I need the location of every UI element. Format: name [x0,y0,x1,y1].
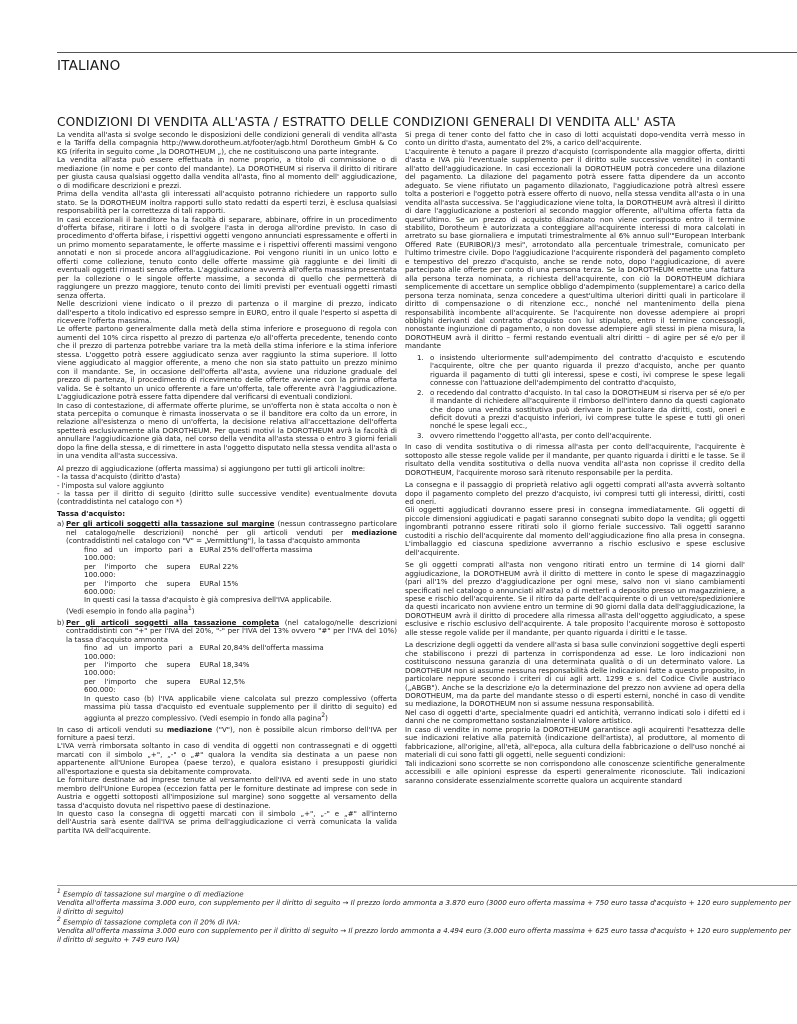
paragraph: Se gli oggetti comprati all'asta non vengono ritirati entro un termine di 14 giorni dall' aggiudicazione, la DOROTHEUM avrà il diritto di mettere in conto le spese di magazzinaggio (pari all'1% del prezzo d'aggiudicazione per ogni mese, salvo non vi siano cambiamenti specificati nel catalogo o annunciati all'asta) o di metterli a deposito presso un magazziniere, a spese e rischio dell'acquirente. Se il ritiro da parte dell'acquirente o di un vettore/spedizioniere da questi incaricato non avviene entro un termine di 90 giorni dalla data dell'aggiudicazione, la DOROTHEUM avrà il diritto di procedere alla rimessa all'asta dell'oggetto aggiudicato, a spese esclusive e rischio esclusivo dell'acquirente. A tale proposito l'acquirente moroso è sottoposto alle stesse regole valide per il mandante, per quanto riguarda i diritti e le tasse. [405,560,745,637]
paragraph: Prima della vendita all'asta gli interessati all'acquisto potranno richiedere un rapporto sullo stato. Se la DOROTHEUM inoltra rapporti sullo stato redatti da esperti terzi, è esclusa qualsiasi responsabilità per la correttezza di tali rapporti. [57,189,397,216]
text: ovvero rimettendo l'oggetto all'asta, per conto dell'acquirente. [430,430,652,440]
list-marker: 3. [417,430,424,440]
paragraph: Si prega di tener conto del fatto che in caso di lotti acquistati dopo-vendita verrà messo in conto un diritto d'asta, aumentato del 2%, a carico dell'acquirente. [405,131,745,148]
header-rule [57,52,797,53]
rate-value: al 22% [214,561,239,571]
surcharge-list [57,473,397,507]
paragraph: La vendita all'asta può essere effettuata in nome proprio, a titolo di commissione o di mediazione (in nome e per conto del mandante). La DOROTHEUM si riserva il diritto di ritirare per giusta causa qualsiasi oggetto dalla vendita all'asta, fino al momento dell' aggiudicazione, o di modificare descrizioni e prezzi. [57,155,397,190]
rate-row [66,580,397,597]
paragraph: Le offerte partono generalmente dalla metà della stima inferiore e proseguono di regola con aumenti del 10% circa rispetto al prezzo di partenza e/o all'offerta precedente, tenendo conto che il prezzo di partenza potrebbe variare tra la metà della stima inferiore e la stima inferiore stessa. L'oggetto potrà essere aggiudicato senza aver raggiunto la stima superiore. Il lotto viene aggiudicato al maggior offerente, a meno che non sia stato pattuito un prezzo minimo con il mandante. Se, in occasione dell'offerta all'asta, avviene una riduzione graduale del prezzo di partenza, il procedimento di ricevimento delle offerte avviene con la prima offerta valida. Se è soltanto un unico offerente a fare un'offerta, tale offerente avrà l'aggiudicazione. L'aggiudicazione potrà essere fatta dipendere dal verificarsi di eventuali condizioni. [57,324,397,402]
rate-threshold: per l'importo che supera EUR 100.000: [84,659,214,678]
text: In caso di articoli venduti su [57,724,167,734]
rate-row [66,661,397,678]
rate-table [66,546,397,597]
footnote-text: Vendita all'offerta massima 3.000 euro, con supplemento per il diritto di seguito → Il prezzo lordo ammonta a 3.870 euro (3000 euro offerta massima + 750 euro tassa d'acquisto + 120 euro supplemento per il diritto di seguito) [57,897,791,916]
list-marker: 2. [417,387,424,397]
list-item: - la tassa per il diritto di seguito (diritto sulle successive vendite) eventualmente dovuta (contraddistinta nel catalogo con *) [57,489,397,507]
rate-row [66,546,397,563]
rate-threshold: per l'importo che supera EUR 100.000: [84,561,214,580]
text: o insistendo ulteriormente sull'adempimento del contratto d'acquisto e escutendo l'acquirente, oltre che per quanto riguarda il prezzo d'acquisto, anche per quanto riguarda il pagamento di tutti gli interessi, spese e costi, ivi comprese le spese legali connesse con l'attuazione dell'adempimento del contratto d'acquisto, [430,352,745,388]
paragraph: Al prezzo di aggiudicazione (offerta massima) si aggiungono per tutti gli articoli inoltre: [57,463,366,473]
tax-case-a [57,520,397,615]
list-marker: a) [57,519,65,529]
rate-threshold: per l'importo che supera EUR 600.000: [84,578,214,597]
rate-row [66,678,397,695]
paragraph: L'IVA verrà rimborsata soltanto in caso di vendita di oggetti non contrassegnati e di oggetti marcati con il simbolo „+", „-" o „#" qualora la vendita sia destinata a un paese non appartenente all'Unione Europea (paese terzo), e qualora esistano i presupposti giuridici all'esportazione e questa sia debitamente comprovata. [57,741,397,776]
emphasis: mediazione [351,527,397,537]
text: (nel catalogo/nelle descrizioni contraddistinti con "+" per l'IVA del 20%, "-" per l'IVA del 13% ovvero "#" per l'IVA del 10%) la tassa d'acquisto ammonta [66,617,397,644]
paragraph: Gli oggetti aggiudicati dovranno essere presi in consegna immediatamente. Gli oggetti di piccole dimensioni aggiudicati e pagati saranno consegnati subito dopo la vendita; gli oggetti ingombranti potranno essere ritirati solo il giorno feriale successivo. Tali oggetti saranno custoditi a rischio dell'acquirente dal momento dell'aggiudicazione fino alla presa in consegna. L'imballaggio ed ciascuna spedizione avverranno a rischio esclusivo e spese esclusive dell'acquirente. [405,505,745,557]
footnote-rule [57,885,797,886]
rate-value: al 12,5% [214,676,245,686]
emphasis: Per gli articoli soggetti alla tassazione sul margine [66,519,275,529]
footnote-mark: 1 [57,889,61,895]
rate-threshold: fino ad un importo pari a EUR 100.000: [84,643,214,661]
paragraph: In caso di contestazione, di affermate offerte plurime, se un'offerta non è stata accolta o non è stata percepita o comunque è rimasta inosservata o se il banditore era colto da un errore, in relazione all'esistenza o meno di un'offerta, la decisione relativa all'accettazione dell'offerta spetterà esclusivamente alla DOROTHEUM. Per questi motivi la DOROTHEUM avrà la facoltà di annullare l'aggiudicazione già data, nel corso della vendita all'asta stessa o entro 3 giorni feriali dopo la fine della stessa, e di rimettere in asta l'oggetto disputato nella stessa vendita all'asta o in una vendita all'asta successiva. [57,400,397,461]
paragraph: In caso di vendite in nome proprio la DOROTHEUM garantisce agli acquirenti l'esattezza delle sue indicazioni relative alla paternità (indicazione dell'artista), al produttore, al momento di fabbricazione, all'origine, all'età, all'epoca, alla cultura della fabbricazione o dell'uso nonché ai materiali di cui sono fatti gli oggetti, nelle seguenti condizioni: [405,724,745,760]
rate-threshold: fino ad un importo pari a EUR 100.000: [84,544,214,563]
emphasis: Per gli articoli soggetti alla tassazione completa [66,617,280,627]
text: (nessun contrassegno particolare nel catalogo/nelle descrizioni) nonché per gli articoli venduti per [66,519,397,537]
footnote-ref: 2 [321,712,326,719]
remedies-list [405,354,745,441]
paragraph: Tali indicazioni sono scorrette se non corrispondono alle conoscenze scientifiche generalmente accessibili e alle opinioni espresse da esperti generalmente riconosciute. Tali indicazioni saranno considerate essenzialmente scorrette qualora un acquirente standard [405,758,745,785]
rate-row [66,644,397,661]
footnote-text: Vendita all'offerta massima 3.000 euro con supplemento per il diritto di seguito → Il prezzo lordo ammonta a 4.494 euro (3.000 euro offerta massima + 625 euro tassa d'acquisto + 120 euro supplemento per il diritto di seguito + 749 euro IVA) [57,926,791,944]
paragraph: In questo caso la consegna di oggetti marcati con il simbolo „+", „-" e „#" all'interno dell'Austria sarà esente dall'IVA se prima dell'aggiudicazione ci verrà comunicata la valida partita IVA dell'acquirente. [57,809,397,835]
paragraph: In casi eccezionali il banditore ha la facoltà di separare, abbinare, offrire in un procedimento d'offerta bifase, ritirare i lotti o di svolgere l'asta in deroga all'ordine previsto. In caso di procedimento d'offerta bifase, i rispettivi oggetti vengono annunciati espressamente e offerti in un primo momento separatamente, le offerte massime e i rispettivi offerenti massimi vengono annotati e non si procede ancora all'aggiudicazione. Poi vengono riuniti in un unico lotto e offerti come collezione, tenuto conto delle offerte massime già raggiunte e dei limiti di eventuali oggetti rimasti senza offerta. L'aggiudicazione avverrà all'offerta massima presentata per la collezione o le singole offerte massime, a seconda di quello che permetterà di raggiungere un prezzo maggiore, tenuto conto dei limiti previsti per eventuali oggetti rimasti senza offerta. [57,214,397,300]
list-marker: 1. [417,352,424,362]
note: In questi casi la tassa d'acquisto è già compresiva dell'IVA applicabile. [84,595,332,605]
text: ) [191,606,195,616]
emphasis: mediazione [166,724,213,734]
footnote-ref: 1 [187,605,192,612]
text: o recedendo dal contratto d'acquisto. In tal caso la DOROTHEUM si riserva per sé e/o per il mandante di richiedere all'acquirente il rimborso dell'intero danno da questi cagionato che dopo una vendita sostitutiva può derivare in particolare da diritti, costi, oneri e deficit dovuti a prezzi d'acquisto inferiori, ivi comprese tutte le spese e tutti gli oneri nonché le spese legali ecc., [430,387,745,431]
language-label: ITALIANO [57,58,121,74]
paragraph [57,726,397,743]
paragraph: Le forniture destinate ad imprese tenute al versamento dell'IVA ed aventi sede in uno stato membro dell'Unione Europea (eccezion fatta per le forniture destinate ad imprese con sede in Austria e oggetti sottoposti all'imposizione sul margine) sono soggette al versamento della tassa d'acquisto dovuta nel rispettivo paese di destinazione. [57,775,397,810]
right-column [405,131,745,891]
rate-value: al 25% dell'offerta massima [214,544,313,554]
list-item [417,354,745,388]
paragraph: La consegna e il passaggio di proprietà relativo agli oggetti comprati all'asta avverrà soltanto dopo il pagamento completo del prezzo d'acquisto, ivi compresi tutti gli interessi, diritti, costi ed oneri. [405,480,745,507]
list-item [417,389,745,431]
rate-table [66,644,397,695]
paragraph: Nel caso di oggetti d'arte, specialmente quadri ed antichità, verranno indicati solo i difetti ed i danni che ne compromettano sostanzialmente il valore artistico. [405,707,745,726]
paragraph: L'acquirente è tenuto a pagare il prezzo d'acquisto (corrispondente alla maggior offerta, diritti d'asta e IVA più l'eventuale supplemento per il diritto sulle successive vendite) in contanti all'atto dell'aggiudicazione. In casi eccezionali la DOROTHEUM potrà concedere una dilazione del pagamento. La dilazione del pagamento potrà essere fatta dipendere da un acconto adeguato. Se viene rifiutato un pagamento dilazionato, l'aggiudicazione potrà altresì essere tolta a posteriori e l'oggetto potrà essere offerto di nuovo, nella stessa vendita all'asta o in una vendita all'asta successiva. Se l'aggiudicazione viene tolta, la DOROTHEUM avrà altresì il diritto di dare l'aggiudicazione a posteriori al secondo maggior offerente, all'ultima offerta fatta da quest'ultimo. Se un prezzo di acquisto dilazionato non viene corrisposto entro il termine stabilito, Dorotheum è autorizzata a conteggiare all'acquirente interessi di mora calcolati in arretrato su base giornaliera e imputati trimestralmente al 6% annuo sull'"European Interbank Offered Rate (EURIBOR)/3 mesi", arrotondato alla percentuale trimestrale, comunicato per l'ultimo trimestre civile. Dopo l'aggiudicazione l'acquirente risponderà del pagamento completo e tempestivo del prezzo d'acquisto, anche se rende noto, dopo l'aggiudicazione, di avere partecipato alle offerte per conto di una persona terza. Se la DOROTHEUM emette una fattura alla persona terza nominata, a richiesta dell'acquirente, con ciò la DOROTHEUM dichiara semplicemente di accettare un semplice obbligo d'adempimento (supplementare) a carico della persona terza nominata, senza concedere a quest'ultima ulteriori diritti quali in particolare il diritto di compensazione o di ritenzione ecc., nonché nel mantenimento della piena responsabilità incombente all'acquirente. Se l'acquirente non dovesse adempiere ai propri obblighi derivanti dal contratto d'acquisto con lui stipulato, entro il termine concessogli, nonostante ingiunzione di pagamento, o non dovesse adempiere agli stessi in piena misura, la DOROTHEUM avrà il diritto – fermi restando eventuali altri diritti – di agire per sé e/o per il mandante [405,146,745,351]
text: (contraddistinti nel catalogo con "V" = „Vermittlung"), la tassa d'acquisto ammonta [66,536,361,546]
text: Esempio di tassazione completa con il 20% di IVA: [62,917,241,927]
list-marker: b) [57,617,65,627]
rate-row [66,563,397,580]
text: ) [325,713,328,723]
rate-value: al 20,84% dell'offerta massima [214,643,324,653]
paragraph: In caso di vendita sostitutiva o di rimessa all'asta per conto dell'acquirente, l'acquirente è sottoposto alle stesse regole valide per il mandante, per quanto riguarda i diritti e le tasse. Se il risultato della vendita sostitutiva o della nuova vendita all'asta non coprisse il credito della DOROTHEUM, l'acquirente moroso sarà ritenuto responsabile per la perdita. [405,442,745,477]
rate-value: al 15% [214,578,239,588]
list-item: - l'imposta sul valore aggiunto [57,480,164,490]
tax-heading: Tassa d'acquisto: [57,508,126,518]
paragraph: Nelle descrizioni viene indicato o il prezzo di partenza o il margine di prezzo, indicato dall'esperto a titolo indicativo ed espresso sempre in EURO, entro il quale l'esperto si aspetta di ricevere l'offerta massima. [57,299,397,325]
tax-case-b [57,619,397,723]
example-ref [66,605,397,616]
tax-cases [57,520,397,722]
text: Esempio di tassazione sul margine o di mediazione [62,889,244,899]
note [66,695,397,723]
paragraph: La descrizione degli oggetti da vendere all'asta si basa sulle convinzioni soggettive degli esperti che stabiliscono i prezzi di partenza in corrispondenza ad esse. Le loro indicazioni non costituiscono nessuna garanzia di una determinata qualità o di un determinato valore. La DOROTHEUM non si assume nessuna responsabilità delle indicazioni fatte a questo proposito, in particolare neppure secondo i criteri di cui agli artt. 1299 e s. del Codice Civile austriaco („ABGB"). Anche se la descrizione e/o la determinazione del prezzo non avviene ad opera della DOROTHEUM, ma da parte del mandante stesso o di esperti esterni, nonché in caso di vendite su mediazione, la DOROTHEUM non si assume nessuna responsabilità. [405,640,745,709]
footnotes [57,888,797,944]
text: (Vedi esempio in fondo alla pagina [66,606,188,616]
paragraph: La vendita all'asta si svolge secondo le disposizioni delle condizioni generali di vendita all'asta e la Tariffa della compagnia http://www.dorotheum.at/footer/agb.html Dorotheum GmbH & Co KG (riferita in seguito come „la DOROTHEUM „), che ne costituiscono una parte integrante. [57,131,397,156]
text: ("V"), non è possibile alcun rimborso dell'IVA per forniture a paesi terzi. [57,724,397,742]
rate-threshold: per l'importo che supera EUR 600.000: [84,676,214,695]
list-item [417,432,745,440]
list-item: - la tassa d'acquisto (diritto d'asta) [57,472,181,482]
page-title: CONDIZIONI DI VENDITA ALL'ASTA / ESTRATTO DELLE CONDIZIONI GENERALI DI VENDITA ALL' ASTA [57,115,676,129]
text: In questo caso (b) l'IVA applicabile viene calcolata sul prezzo complessivo (offerta massima più tassa d'acquisto ed eventuale supplemento per il diritto di seguito) ed aggiunta al prezzo complessivo. (Vedi esempio in fondo alla pagina [84,693,397,723]
footnote-mark: 2 [57,917,61,924]
rate-value: al 18,34% [214,659,250,669]
left-column [57,131,397,886]
